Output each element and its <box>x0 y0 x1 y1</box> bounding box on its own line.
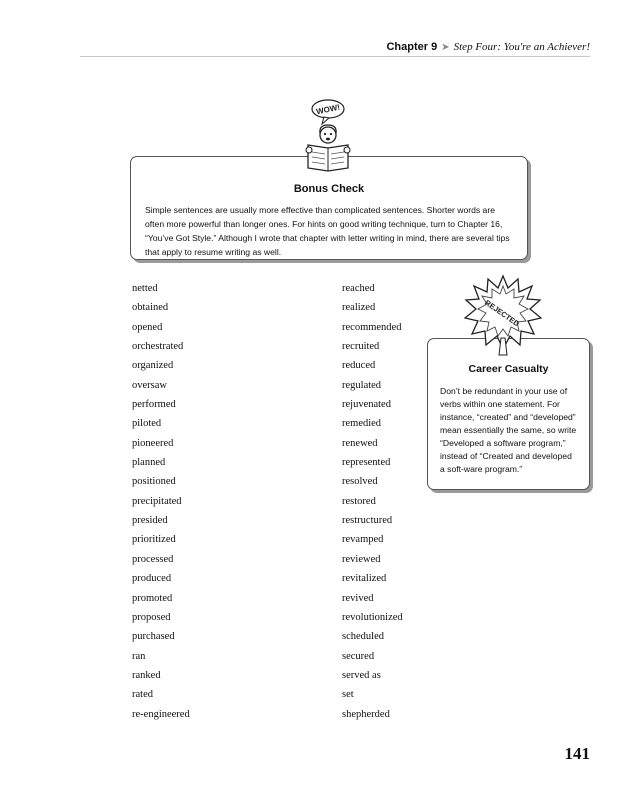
word-list-item: resolved <box>342 476 378 488</box>
page-number: 141 <box>564 744 590 763</box>
word-list-item: revolutionized <box>342 611 403 623</box>
word-list-item: secured <box>342 650 375 662</box>
word-list-left <box>132 279 190 724</box>
word-list-item: rated <box>132 689 153 701</box>
word-list-item: revived <box>342 592 374 604</box>
arrow-right-icon: ➤ <box>441 42 450 53</box>
word-list-item: revitalized <box>342 573 387 585</box>
word-list-item: reduced <box>342 360 376 372</box>
word-list-item: regulated <box>342 379 382 391</box>
word-list-item: processed <box>132 553 174 565</box>
word-list-item: piloted <box>132 418 162 430</box>
word-list-item: pioneered <box>132 437 174 449</box>
word-list-item: recruited <box>342 341 380 353</box>
word-list-item: shepherded <box>342 708 390 720</box>
word-list-item: reached <box>342 283 375 294</box>
word-list-item: ranked <box>132 669 161 681</box>
bonus-check-body: Simple sentences are usually more effective than complicated sentences. Shorter words are often more powerful than longer ones. For hints on good writing technique, turn to Chapter 16, “You’ve Got Style.” Although I wrote that chapter with letter writing in mind, there are several tips that apply to resume writing as well. <box>145 205 510 257</box>
word-list-item: produced <box>132 573 172 585</box>
word-list-item: prioritized <box>132 534 176 546</box>
word-list-item: reviewed <box>342 553 381 565</box>
word-list-item: obtained <box>132 302 169 314</box>
word-list-item: precipitated <box>132 495 182 507</box>
word-list-item: rejuvenated <box>342 399 391 411</box>
career-casualty-box <box>427 338 590 490</box>
word-list-item: promoted <box>132 592 173 604</box>
chapter-title: Step Four: You're an Achiever! <box>453 41 590 53</box>
word-list-item: re-engineered <box>132 708 190 720</box>
word-list-item: orchestrated <box>132 341 184 353</box>
word-list-right <box>342 279 403 724</box>
word-list-item: planned <box>132 457 166 469</box>
rejected-stamp-icon <box>464 274 542 356</box>
word-list-item: represented <box>342 457 391 469</box>
word-list-item: set <box>342 689 354 701</box>
word-list-item: realized <box>342 302 376 314</box>
bonus-check-title: Bonus Check <box>293 183 365 195</box>
word-list-item: positioned <box>132 476 176 488</box>
word-list-item: opened <box>132 321 163 333</box>
wow-text: WOW! <box>315 102 341 117</box>
word-list-item: renewed <box>342 437 378 449</box>
word-list-item: scheduled <box>342 631 384 643</box>
chapter-label: Chapter 9 <box>386 41 438 53</box>
stamp-text: REJECTED <box>483 298 522 329</box>
word-list-item: netted <box>132 283 158 294</box>
running-header <box>80 38 590 57</box>
word-list-item: proposed <box>132 611 171 623</box>
word-list-item: remedied <box>342 418 382 430</box>
reader-wow-icon <box>298 96 358 174</box>
word-list-item: presided <box>132 515 168 527</box>
career-casualty-title: Career Casualty <box>468 363 549 375</box>
word-list-item: restructured <box>342 515 393 527</box>
career-casualty-body: Don’t be redundant in your use of verbs within one statement. For instance, “created” and “developed” mean essentially the same, so write “Developed a software program,” instead of “Created and developed a soft-ware program.” <box>440 386 577 474</box>
word-list-item: revamped <box>342 534 384 546</box>
word-list-item: recommended <box>342 321 402 333</box>
word-list-item: organized <box>132 360 174 372</box>
word-list-item: ran <box>132 650 146 662</box>
word-list-item: served as <box>342 669 381 681</box>
word-list-item: restored <box>342 495 376 507</box>
word-list-item: oversaw <box>132 379 167 391</box>
word-list-item: purchased <box>132 631 175 643</box>
word-list-item: performed <box>132 399 176 411</box>
